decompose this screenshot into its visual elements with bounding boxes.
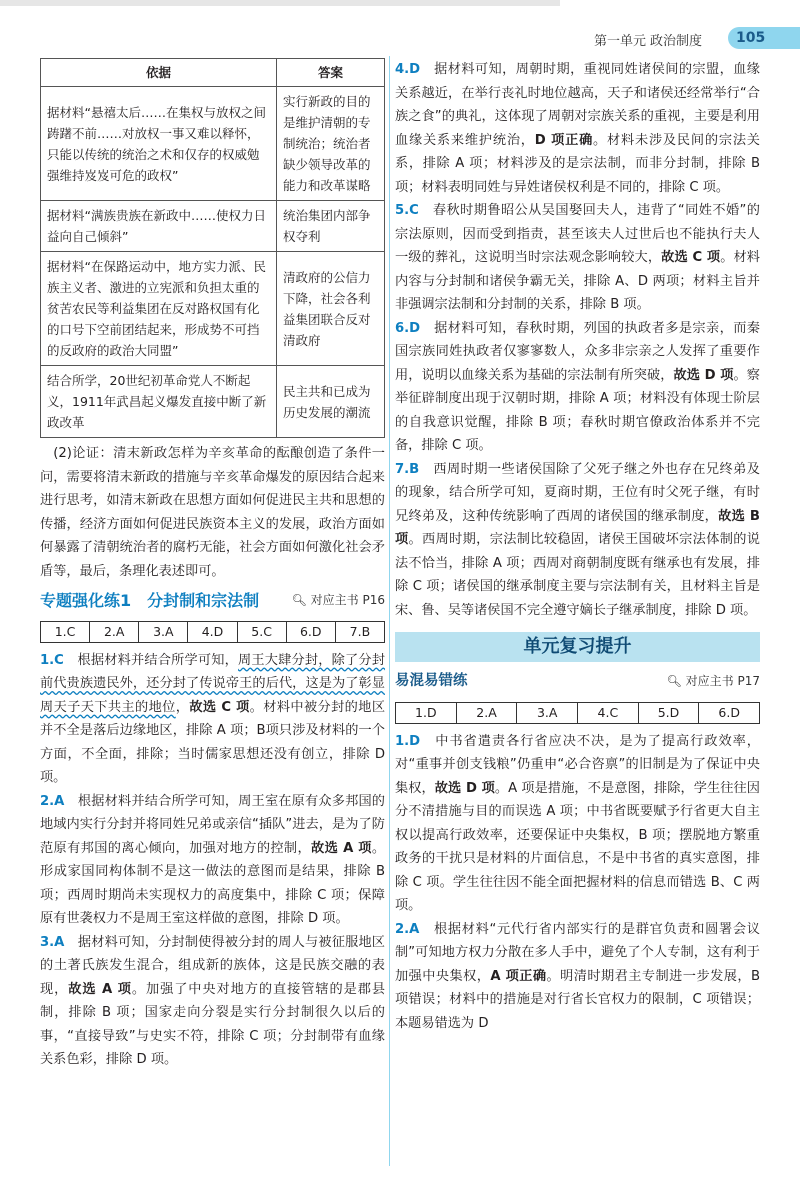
- table-row: [41, 201, 385, 252]
- unit-label: 第一单元: [594, 34, 647, 49]
- answer-choice: 故选 D 项: [673, 367, 734, 383]
- page-header: [0, 0, 800, 60]
- table-cell-basis: 结合所学，20世纪初革命党人不断起义，1911年武昌起义爆发直接中断了新政改革: [41, 366, 277, 438]
- question-number: 7.B: [395, 461, 420, 477]
- highlighted-text: 周王大肆分封，除了分封前代贵族遗民外，还分封了传说帝王的后代，这是为了彰显周天子天下共主的地位: [40, 652, 386, 715]
- section2-subtitle: 易混易错练: [395, 673, 468, 689]
- answer-cell: 2.A: [456, 702, 517, 724]
- answer-cell: 3.A: [138, 621, 187, 643]
- table-cell-answer: 统治集团内部争权夺利: [277, 201, 385, 252]
- explanation-q3: 3.A 据材料可知，分封制使得被分封的周人与被征服地区的土著氏族发生混合，组成新的族体，这是民族交融的表现，故选 A 项。加强了中央对地方的直接管辖的是郡县制，排除 B 项；国家走向分裂是实行分封制很久以后的事，“直接导致”与史实不符，排除 C 项；分封制带有血缘关系色彩，排除 D 项。: [40, 934, 386, 1067]
- question-number: 3.A: [40, 934, 65, 950]
- answer-cell: 4.D: [187, 621, 236, 643]
- answer-choice: 故选 D 项: [434, 780, 495, 796]
- answer-cell: 7.B: [335, 621, 385, 643]
- right-column: [395, 58, 760, 1035]
- table-cell-basis: 据材料“在保路运动中，地方实力派、民族主义者、激进的立宪派和负担太重的贫苦农民等利益集团在反对路权国有化的口号下空前团结起来，形成势不可挡的反政府的政治大同盟”: [41, 252, 277, 366]
- table-row: [41, 87, 385, 201]
- question-number: 1.D: [395, 733, 421, 749]
- table-cell-answer: 清政府的公信力下降，社会各利益集团联合反对清政府: [277, 252, 385, 366]
- answer-cell: 6.D: [698, 702, 760, 724]
- question-number: 1.C: [40, 652, 64, 668]
- section2-ref-text: 对应主书 P17: [685, 674, 760, 688]
- section1-answer-row: [40, 621, 385, 643]
- section1-title: 专题强化练1 分封制和宗法制: [40, 591, 260, 610]
- table-cell-answer: 民主共和已成为历史发展的潮流: [277, 366, 385, 438]
- table-row: [41, 366, 385, 438]
- section1-title-row: [40, 589, 385, 613]
- section1-ref-text: 对应主书 P16: [310, 593, 385, 607]
- unit-review-banner: 单元复习提升: [395, 632, 760, 662]
- section2-ref: 🔍︎ 对应主书 P17: [666, 674, 760, 688]
- answer-choice: 故选 A 项: [311, 840, 372, 856]
- answer-choice: 故选 C 项: [661, 250, 721, 265]
- table-header-basis: 依据: [41, 59, 277, 87]
- section2-title-row: [395, 670, 760, 694]
- question-number: 2.A: [395, 921, 420, 937]
- header-bar: [0, 0, 560, 6]
- page-number: 105: [728, 27, 800, 49]
- basis-answer-table: [40, 58, 385, 438]
- table-header-answer: 答案: [277, 59, 385, 87]
- answer-choice: 故选 B 项: [395, 508, 760, 547]
- answer-cell: 3.A: [516, 702, 577, 724]
- explanation-q5: 5.C 春秋时期鲁昭公从吴国娶回夫人，违背了“同姓不婚”的宗法原则，因而受到指责，甚至该夫人过世后也不能执行夫人一级的葬礼，这说明当时宗法观念影响较大，故选 C 项。材料内容与分封制和诸侯争霸无关，排除 A、D 两项；材料主旨并非强调宗法制和分封制的关系，排除 B 项。: [395, 203, 760, 312]
- table-cell-basis: 据材料“满族贵族在新政中……使权力日益向自己倾斜”: [41, 201, 277, 252]
- question-number: 5.C: [395, 203, 419, 218]
- argument-paragraph: (2)论证：清末新政怎样为辛亥革命的酝酿创造了条件一问，需要将清末新政的措施与辛亥革命爆发的原因结合起来进行思考，如清末新政在思想方面如何促进民主共和思想的传播，经济方面如何促进民族资本主义的发展，政治方面如何暴露了清朝统治者的腐朽无能，社会方面如何激化社会矛盾等，最后，条理化表述即可。: [40, 446, 385, 579]
- explanation-q7: 7.B 西周时期一些诸侯国除了父死子继之外也存在兄终弟及的现象，结合所学可知，夏商时期，王位有时父死子继，有时兄终弟及，这种传统影响了西周的诸侯国的继承制度，故选 B 项。西周时期，宗法制比较稳固，诸侯王国破坏宗法体制的说法不恰当，排除 A 项；西周对商朝制度既有继承也有发展，排除 C 项；诸侯国的继承制度主要与宗法制有关，且材料主旨是宋、鲁、吴等诸侯国不完全遵守嫡长子继承制度，排除 D 项。: [395, 461, 760, 618]
- answer-cell: 4.C: [577, 702, 638, 724]
- section1-ref: 🔍︎ 对应主书 P16: [291, 593, 385, 607]
- answer-cell: 5.C: [237, 621, 286, 643]
- explanation-q1: 1.C 根据材料并结合所学可知，周王大肆分封，除了分封前代贵族遗民外，还分封了传说帝王的后代，这是为了彰显周天子天下共主的地位，故选 C 项。材料中被分封的地区并不全是落后边缘地区，排除 A 项；B项只涉及材料的一个方面，不全面，排除；当时儒家思想还没有创立，排除 D 项。: [40, 652, 386, 785]
- explanation-q2: 2.A 根据材料并结合所学可知，周王室在原有众多邦国的地域内实行分封并将同姓兄弟或亲信“插队”进去，是为了防范原有邦国的离心倾向，加强对地方的控制，故选 A 项。形成家国同构体制不是这一做法的意图而是结果，排除 B 项；西周时期尚未实现权力的高度集中，排除 C 项；保障原有世袭权力不是周王室这样做的意图，排除 D 项。: [40, 793, 386, 926]
- answer-cell: 6.D: [286, 621, 335, 643]
- column-divider: [389, 56, 390, 1166]
- review-explanation-q2: 2.A 根据材料“元代行省内部实行的是群官负责和圆署会议制”可知地方权力分散在多人手中，避免了个人专制，这有利于加强中央集权，A 项正确。明清时期君主专制进一步发展，B 项错误；材料中的措施是对行省长官权力的限制，C 项错误；本题易错选为 D: [395, 921, 760, 1031]
- question-number: 2.A: [40, 793, 65, 809]
- answer-cell: 1.D: [395, 702, 456, 724]
- answer-choice: 故选 A 项: [68, 981, 132, 997]
- answer-choice: D 项正确: [534, 132, 594, 148]
- table-row: [41, 252, 385, 366]
- left-column: [40, 58, 385, 1072]
- table-cell-basis: 据材料“悬禧太后……在集权与放权之间踌躇不前……对放权一事又难以释怀，只能以传统的统治之术和仅存的权威勉强维持岌岌可危的政权”: [41, 87, 277, 201]
- question-number: 4.D: [395, 62, 421, 77]
- answer-cell: 2.A: [89, 621, 138, 643]
- question-number: 6.D: [395, 320, 421, 336]
- explanation-q6: 6.D 据材料可知，春秋时期，列国的执政者多是宗亲，而秦国宗族同姓执政者仅寥寥数人，众多非宗亲之人发挥了重要作用，说明以血缘关系为基础的宗法制有所突破，故选 D 项。察举征辟制度出现于汉朝时期，排除 A 项；材料没有体现士阶层的自我意识觉醒，排除 B 项；春秋时期官僚政治体系并不完备，排除 C 项。: [395, 320, 760, 453]
- explanation-q4: 4.D 据材料可知，周朝时期，重视同姓诸侯间的宗盟，血缘关系越近，在举行丧礼时地位越高，天子和诸侯还经常举行“合族之食”的典礼，这体现了周朝对宗族关系的重视，主要是利用血缘关系来维护统治，D 项正确。材料未涉及民间的宗法关系，排除 A 项；材料涉及的是宗法制，而非分封制，排除 B 项；材料表明同姓与异姓诸侯权利是不同的，排除 C 项。: [395, 62, 760, 195]
- review-explanation-q1: 1.D 中书省遣责各行省应决不决，是为了提高行政效率，对“重事并创支钱粮”仍重申“必合咨禀”的旧制是为了保证中央集权，故选 D 项。A 项是措施，不是意图，排除，学生往往因分不清措施与目的而误选 A 项；中书省既要赋予行省更大自主权以提高行政效率，还要保证中央集权，B 项；摆脱地方繁重政务的干扰只是材料的片面信息，不是中书省的真实意图，排除 C 项。学生往往因不能全面把握材料的信息而错选 B、C 两项。: [395, 733, 760, 913]
- table-cell-answer: 实行新政的目的是维护清朝的专制统治；统治者缺少领导改革的能力和改革谋略: [277, 87, 385, 201]
- answer-cell: 5.D: [638, 702, 699, 724]
- subject-label: 政治制度: [650, 34, 703, 49]
- answer-cell: 1.C: [40, 621, 89, 643]
- section2-answer-row: [395, 702, 760, 724]
- answer-choice: A 项正确: [490, 968, 547, 984]
- answer-choice: 故选 C 项: [189, 699, 250, 715]
